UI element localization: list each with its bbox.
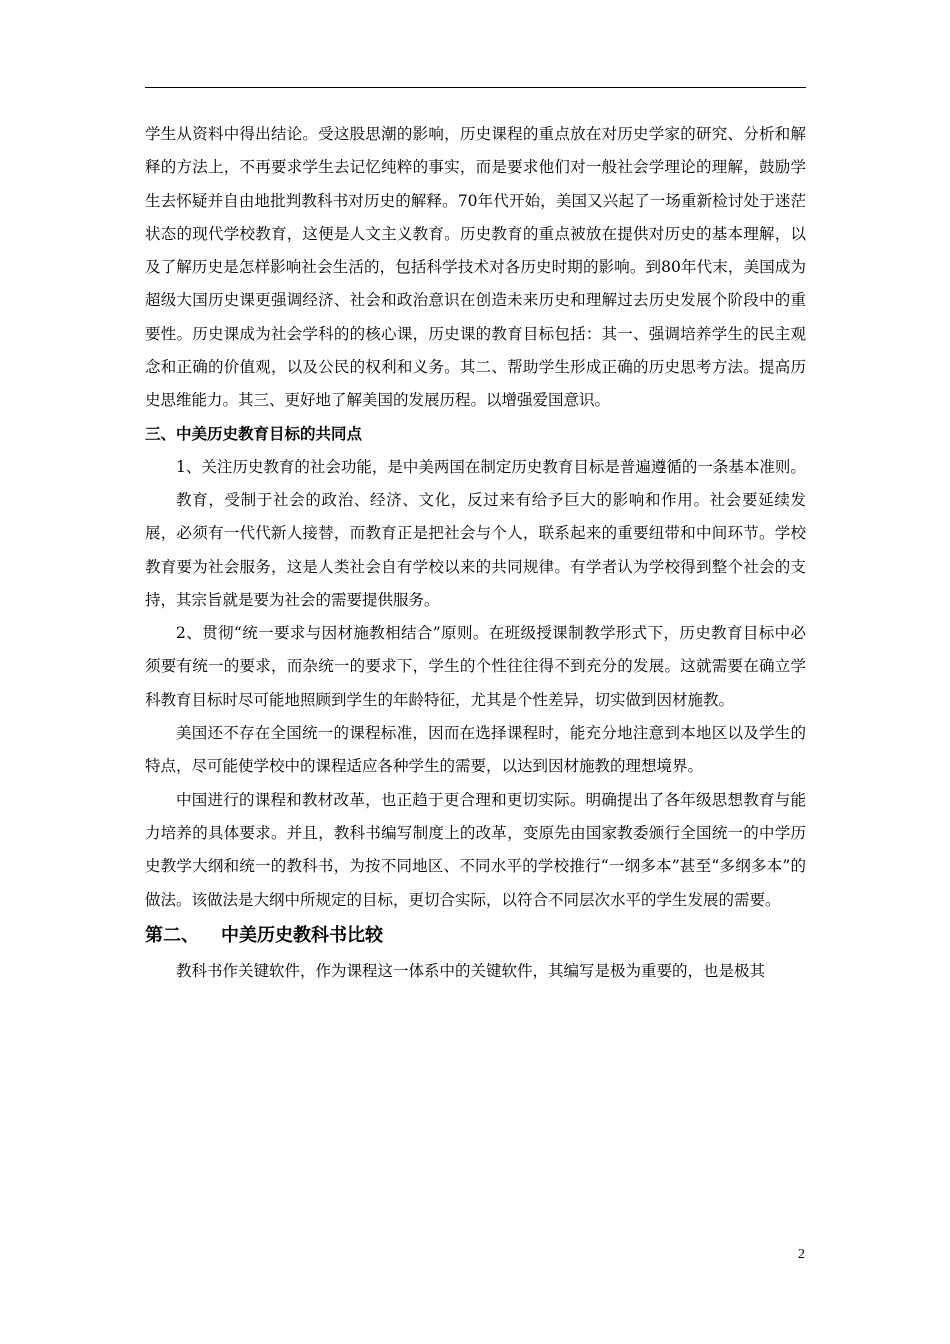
chapter-title: 中美历史教科书比较 — [221, 924, 383, 946]
page-number: 2 — [798, 1247, 805, 1262]
header-rule — [145, 87, 806, 88]
chapter-number: 第二、 — [145, 924, 199, 946]
body-paragraph: 教科书作关键软件，作为课程这一体系中的关键软件，其编写是极为重要的，也是极其 — [176, 961, 766, 980]
body-paragraph: 教育，受制于社会的政治、经济、文化，反过来有给予巨大的影响和作用。社会要延续发展，必须有一代代新人接替，而教育正是把社会与个人，联系起来的重要纽带和中间环节。学校教育要为社会服务，这是人类社会自有学校以来的共同规律。有学者认为学校得到整个社会的支持，其宗旨就是要为社会的需要提供服务。 — [145, 490, 806, 609]
body-paragraph: 2、贯彻“统一要求与因材施教相结合”原则。在班级授课制教学形式下，历史教育目标中必须要有统一的要求，而杂统一的要求下，学生的个性往往得不到充分的发展。这就需要在确立学科教育目标时尽可能地照顾到学生的年龄特征，尤其是个性差异，切实做到因材施教。 — [145, 624, 806, 709]
document-body — [145, 118, 806, 988]
body-paragraph: 中国进行的课程和教材改革，也正趋于更合理和更切实际。明确提出了各年级思想教育与能力培养的具体要求。并且，教科书编写制度上的改革，变原先由国家教委颁行全国统一的中学历史教学大纲和统一的教科书，为按不同地区、不同水平的学校推行“一纲多本”甚至“多纲多本”的做法。该做法是大纲中所规定的目标，更切合实际，以符合不同层次水平的学生发展的需要。 — [145, 790, 806, 909]
section-heading: 三、中美历史教育目标的共同点 — [145, 424, 363, 443]
body-paragraph: 学生从资料中得出结论。受这股思潮的影响，历史课程的重点放在对历史学家的研究、分析和解释的方法上，不再要求学生去记忆纯粹的事实，而是要求他们对一般社会学理论的理解，鼓励学生去怀疑并自由地批判教科书对历史的解释。70年代开始，美国又兴起了一场重新检讨处于迷茫状态的现代学校教育，这便是人文主义教育。历史教育的重点被放在提供对历史的基本理解，以及了解历史是怎样影响社会生活的，包括科学技术对各历史时期的影响。到80年代末，美国成为超级大国历史课更强调经济、社会和政治意识在创造未来历史和理解过去历史发展个阶段中的重要性。历史课成为社会学科的的核心课，历史课的教育目标包括：其一、强调培养学生的民主观念和正确的价值观，以及公民的权利和义务。其二、帮助学生形成正确的历史思考方法。提高历史思维能力。其三、更好地了解美国的发展历程。以增强爱国意识。 — [145, 125, 806, 410]
chapter-heading — [145, 917, 806, 955]
body-paragraph: 美国还不存在全国统一的课程标准，因而在选择课程时，能充分地注意到本地区以及学生的特点，尽可能使学校中的课程适应各种学生的需要，以达到因材施教的理想境界。 — [145, 724, 806, 776]
body-paragraph: 1、关注历史教育的社会功能，是中美两国在制定历史教育目标是普遍遵循的一条基本准则。 — [176, 457, 806, 476]
